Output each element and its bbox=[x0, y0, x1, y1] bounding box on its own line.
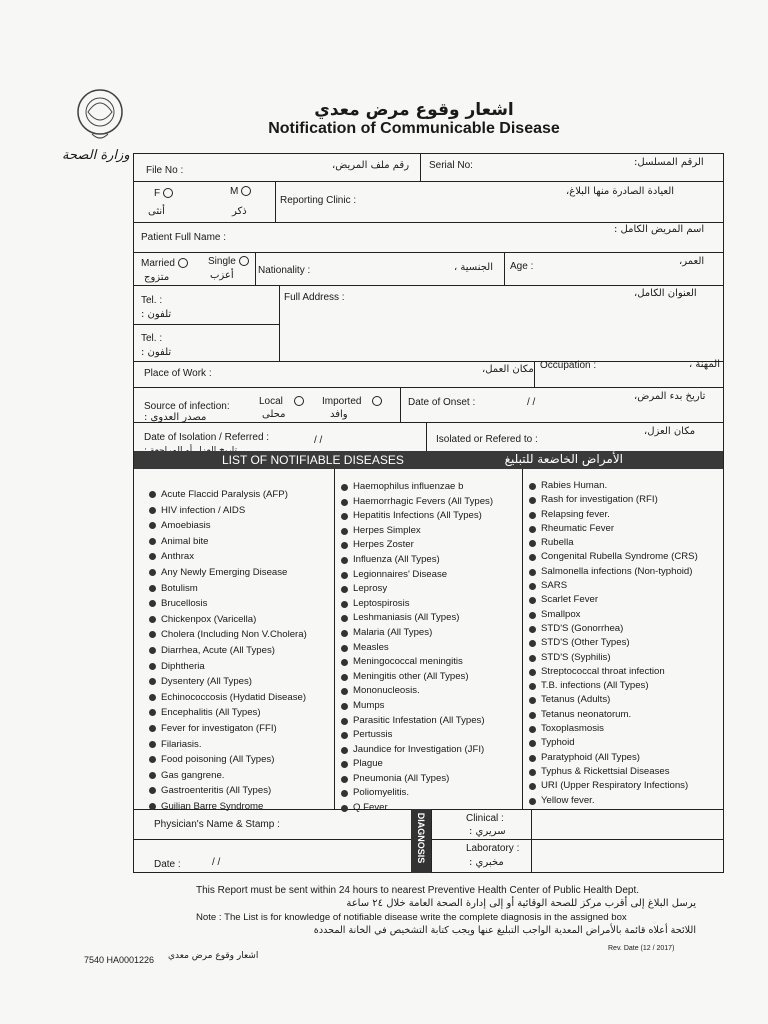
address-label: Full Address : bbox=[284, 292, 345, 303]
disease-item: Malaria (All Types) bbox=[341, 626, 493, 641]
source-infection-label-ar: مصدر العدوى : bbox=[144, 412, 207, 423]
married-label-ar: متزوج bbox=[144, 272, 170, 283]
disease-item: Typhus & Rickettsial Diseases bbox=[529, 765, 698, 779]
disease-item: Herpes Zoster bbox=[341, 538, 493, 553]
disease-item: Leshmaniasis (All Types) bbox=[341, 611, 493, 626]
disease-item: Anthrax bbox=[149, 549, 307, 565]
file-no-label: File No : bbox=[146, 165, 184, 176]
age-label-ar: العمر، bbox=[679, 256, 705, 267]
disease-item: Haemophilus influenzae b bbox=[341, 480, 493, 495]
disease-item: HIV infection / AIDS bbox=[149, 503, 307, 519]
patient-name-label: Patient Full Name : bbox=[141, 232, 227, 243]
disease-item: Acute Flaccid Paralysis (AFP) bbox=[149, 487, 307, 503]
disease-list-column-2 bbox=[341, 480, 493, 816]
imported-radio[interactable] bbox=[372, 396, 382, 406]
laboratory-label-ar: مخبري : bbox=[469, 857, 504, 868]
disease-item: Leprosy bbox=[341, 582, 493, 597]
disease-item: Rheumatic Fever bbox=[529, 522, 698, 536]
disease-list-column-1 bbox=[149, 487, 307, 814]
disease-item: Gas gangrene. bbox=[149, 768, 307, 784]
form-code-ar: اشعار وقوع مرض معدي bbox=[168, 951, 259, 961]
disease-item: Jaundice for Investigation (JFI) bbox=[341, 743, 493, 758]
disease-item: Paratyphoid (All Types) bbox=[529, 751, 698, 765]
note-text: Note : The List is for knowledge of notifiable disease write the complete diagnosis in the assigned box bbox=[196, 912, 627, 923]
address-label-ar: العنوان الكامل، bbox=[634, 288, 697, 299]
report-instruction: This Report must be sent within 24 hours to nearest Preventive Health Center of Public Health Dept. bbox=[196, 885, 640, 896]
diseases-list-header bbox=[134, 451, 723, 469]
female-label-ar: أنثى bbox=[148, 206, 165, 217]
file-no-label-ar: رقم ملف المريض، bbox=[332, 160, 410, 171]
tel-label-2: Tel. : bbox=[141, 333, 163, 344]
local-radio[interactable] bbox=[294, 396, 304, 406]
imported-label-ar: وافد bbox=[330, 409, 348, 420]
disease-item: Leptospirosis bbox=[341, 597, 493, 612]
disease-item: Plague bbox=[341, 757, 493, 772]
disease-item: Animal bite bbox=[149, 534, 307, 550]
note-text-ar: اللائحة أعلاه قائمة بالأمراض المعدية الواجب التبليغ عنها ويجب كتابة التشخيص في الخانة المحددة bbox=[313, 925, 696, 936]
local-option[interactable]: Local bbox=[259, 396, 304, 407]
disease-item: Haemorrhagic Fevers (All Types) bbox=[341, 495, 493, 510]
nationality-label: Nationality : bbox=[258, 265, 311, 276]
disease-item: Parasitic Infestation (All Types) bbox=[341, 714, 493, 729]
disease-item: Herpes Simplex bbox=[341, 524, 493, 539]
female-radio[interactable] bbox=[163, 188, 173, 198]
disease-item: URI (Upper Respiratory Infections) bbox=[529, 779, 698, 793]
form-code: 7540 HA0001226 bbox=[84, 955, 155, 965]
disease-item: STD'S (Gonorrhea) bbox=[529, 622, 698, 636]
disease-item: Food poisoning (All Types) bbox=[149, 752, 307, 768]
disease-list-column-3 bbox=[529, 479, 698, 808]
disease-item: Mononucleosis. bbox=[341, 684, 493, 699]
isolation-date-label: Date of Isolation / Referred : bbox=[144, 432, 270, 443]
date-field[interactable]: / / bbox=[212, 857, 221, 868]
laboratory-label: Laboratory : bbox=[466, 843, 520, 854]
serial-no-label: Serial No: bbox=[429, 160, 473, 171]
male-label-ar: ذكر bbox=[232, 206, 247, 217]
isolated-to-label-ar: مكان العزل، bbox=[644, 426, 696, 437]
married-radio[interactable] bbox=[178, 258, 188, 268]
disease-item: Diphtheria bbox=[149, 659, 307, 675]
disease-item: Pneumonia (All Types) bbox=[341, 772, 493, 787]
source-infection-label: Source of infection: bbox=[144, 401, 230, 412]
disease-item: Echinococcosis (Hydatid Disease) bbox=[149, 690, 307, 706]
age-label: Age : bbox=[510, 261, 534, 272]
diseases-list-title-ar: الأمراض الخاضعة للتبليغ bbox=[504, 452, 623, 466]
disease-item: Meningitis other (All Types) bbox=[341, 670, 493, 685]
single-radio[interactable] bbox=[239, 256, 249, 266]
disease-item: Salmonella infections (Non-typhoid) bbox=[529, 565, 698, 579]
diseases-list-title: LIST OF NOTIFIABLE DISEASES bbox=[222, 453, 404, 467]
disease-item: Mumps bbox=[341, 699, 493, 714]
disease-item: Pertussis bbox=[341, 728, 493, 743]
tel-label-1-ar: تلفون : bbox=[141, 309, 172, 320]
disease-item: Amoebiasis bbox=[149, 518, 307, 534]
disease-item: Rabies Human. bbox=[529, 479, 698, 493]
local-label-ar: محلى bbox=[262, 409, 286, 420]
disease-item: Any Newly Emerging Disease bbox=[149, 565, 307, 581]
disease-item: Tetanus neonatorum. bbox=[529, 708, 698, 722]
physician-label: Physician's Name & Stamp : bbox=[154, 819, 280, 830]
onset-label-ar: تاريخ بدء المرض، bbox=[634, 391, 706, 402]
onset-label: Date of Onset : bbox=[408, 397, 476, 408]
disease-item: STD'S (Syphilis) bbox=[529, 651, 698, 665]
disease-item: Hepatitis Infections (All Types) bbox=[341, 509, 493, 524]
disease-item: Influenza (All Types) bbox=[341, 553, 493, 568]
disease-item: Rash for investigation (RFI) bbox=[529, 493, 698, 507]
serial-no-label-ar: الرقم المسلسل: bbox=[634, 157, 704, 168]
disease-item: Cholera (Including Non V.Cholera) bbox=[149, 627, 307, 643]
married-option[interactable]: Married bbox=[141, 258, 188, 269]
disease-item: Relapsing fever. bbox=[529, 508, 698, 522]
disease-item: Congenital Rubella Syndrome (CRS) bbox=[529, 550, 698, 564]
disease-item: Yellow fever. bbox=[529, 794, 698, 808]
disease-item: Rubella bbox=[529, 536, 698, 550]
single-label-ar: أعزب bbox=[210, 270, 234, 281]
nationality-label-ar: الجنسية ، bbox=[454, 262, 494, 273]
place-of-work-label: Place of Work : bbox=[144, 368, 212, 379]
disease-item: Fever for investigaton (FFI) bbox=[149, 721, 307, 737]
disease-item: SARS bbox=[529, 579, 698, 593]
disease-item: Streptococcal throat infection bbox=[529, 665, 698, 679]
disease-item: Poliomyelitis. bbox=[341, 786, 493, 801]
reporting-clinic-label: Reporting Clinic : bbox=[280, 195, 357, 206]
occupation-label: Occupation : bbox=[540, 360, 597, 371]
disease-item: Encephalitis (All Types) bbox=[149, 705, 307, 721]
disease-item: Dysentery (All Types) bbox=[149, 674, 307, 690]
disease-item: Brucellosis bbox=[149, 596, 307, 612]
single-option[interactable]: Single bbox=[208, 256, 249, 267]
revision-date: Rev. Date (12 / 2017) bbox=[608, 945, 675, 952]
disease-item: Scarlet Fever bbox=[529, 593, 698, 607]
report-instruction-ar: يرسل البلاغ إلى أقرب مركز للصحة الوقائية أو إلى إدارة الصحة العامة خلال ٢٤ ساعة bbox=[346, 898, 696, 909]
diagnosis-label: DIAGNOSIS bbox=[416, 812, 426, 864]
disease-item: T.B. infections (All Types) bbox=[529, 679, 698, 693]
disease-item: Gastroenteritis (All Types) bbox=[149, 783, 307, 799]
disease-item: STD'S (Other Types) bbox=[529, 636, 698, 650]
tel-label-1: Tel. : bbox=[141, 295, 163, 306]
notification-form bbox=[133, 153, 724, 873]
disease-item: Chickenpox (Varicella) bbox=[149, 612, 307, 628]
page-title: Notification of Communicable Disease bbox=[268, 120, 560, 137]
disease-item: Q Fever bbox=[341, 801, 493, 816]
disease-item: Legionnaires' Disease bbox=[341, 568, 493, 583]
disease-item: Tetanus (Adults) bbox=[529, 693, 698, 707]
isolated-to-label: Isolated or Refered to : bbox=[436, 434, 538, 445]
onset-date-field[interactable]: / / bbox=[527, 397, 536, 408]
occupation-label-ar: المهنة ، bbox=[689, 359, 721, 370]
tel-label-2-ar: تلفون : bbox=[141, 347, 172, 358]
patient-name-label-ar: اسم المريض الكامل : bbox=[614, 224, 705, 235]
disease-item: Toxoplasmosis bbox=[529, 722, 698, 736]
male-option[interactable]: M bbox=[230, 186, 251, 197]
diagnosis-tab bbox=[411, 809, 431, 873]
disease-item: Smallpox bbox=[529, 608, 698, 622]
imported-option[interactable]: Imported bbox=[322, 396, 382, 407]
clinical-label-ar: سريري : bbox=[469, 826, 506, 837]
disease-item: Filariasis. bbox=[149, 737, 307, 753]
disease-item: Botulism bbox=[149, 581, 307, 597]
reporting-clinic-label-ar: العيادة الصادرة منها البلاغ، bbox=[566, 186, 675, 197]
place-of-work-label-ar: مكان العمل، bbox=[482, 364, 534, 375]
female-option[interactable]: F bbox=[154, 188, 173, 199]
ministry-logo-text: وزارة الصحة bbox=[62, 148, 130, 163]
disease-item: Meningococcal meningitis bbox=[341, 655, 493, 670]
isolation-date-field[interactable]: / / bbox=[314, 435, 323, 446]
clinical-label: Clinical : bbox=[466, 813, 504, 824]
date-label: Date : bbox=[154, 859, 181, 870]
disease-item: Diarrhea, Acute (All Types) bbox=[149, 643, 307, 659]
disease-item: Guilian Barre Syndrome bbox=[149, 799, 307, 815]
male-radio[interactable] bbox=[241, 186, 251, 196]
disease-item: Typhoid bbox=[529, 736, 698, 750]
title-arabic: اشعار وقوع مرض معدي bbox=[314, 100, 514, 120]
disease-item: Measles bbox=[341, 641, 493, 656]
